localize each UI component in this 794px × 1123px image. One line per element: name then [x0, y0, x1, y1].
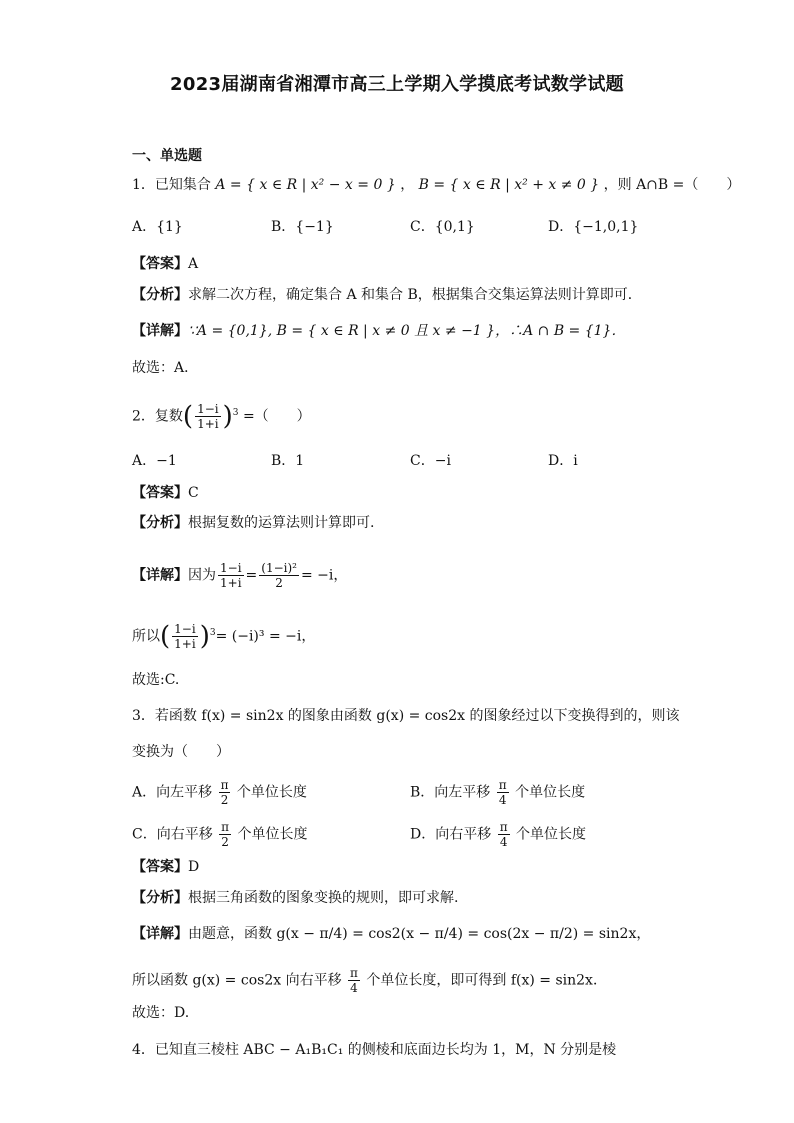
q4-stem: 4．已知直三棱柱 ABC − A₁B₁C₁ 的侧棱和底面边长均为 1，M，N 分别是棱 — [132, 1042, 617, 1058]
detail-text: ∵A = {0,1}, B = { x ∈ R | x ≠ 0 且 x ≠ −1 }，∴A ∩ B = {1}． — [188, 323, 626, 339]
q1-analysis — [132, 285, 642, 305]
document-title: 2023届湖南省湘潭市高三上学期入学摸底考试数学试题 — [170, 74, 624, 95]
denominator: 4 — [499, 835, 508, 849]
numerator: π — [498, 778, 507, 792]
option-fraction — [219, 778, 231, 807]
detail-prefix: 因为 — [188, 567, 216, 584]
analysis-text: 根据三角函数的图象变换的规则，即可求解. — [188, 890, 459, 906]
q3-option-d — [410, 820, 586, 849]
so-prefix: 所以 — [132, 628, 160, 645]
q3-choose: 故选：D. — [132, 1005, 190, 1021]
analysis-tag: 【分析】 — [132, 890, 188, 906]
detail-fraction-2 — [259, 561, 299, 590]
option-suffix: 个单位长度 — [515, 784, 586, 801]
answer-value: A — [188, 256, 199, 272]
answer-tag: 【答案】 — [132, 485, 188, 501]
detail-text: 由题意，函数 g(x − π/4) = cos2(x − π/4) = cos(2x − π/2) = sin2x， — [188, 926, 651, 942]
option-text: A．向左平移 — [132, 784, 213, 801]
so-exponent: 3 — [209, 627, 216, 638]
equals: = — [245, 567, 258, 584]
right-paren: ) — [199, 621, 210, 652]
option-suffix: 个单位长度 — [516, 826, 587, 843]
q2-denominator: 1+i — [197, 417, 219, 431]
option-suffix: 个单位长度 — [236, 784, 307, 801]
numerator: 1−i — [174, 622, 196, 636]
option-suffix: 个单位长度 — [237, 826, 308, 843]
answer-tag: 【答案】 — [132, 256, 188, 272]
q1-detail — [132, 321, 625, 341]
so-result: = (−i)³ = −i， — [215, 628, 316, 645]
q2-stem-suffix: =（ ） — [242, 408, 311, 425]
so-suffix: 个单位长度，即可得到 f(x) = sin2x． — [366, 972, 607, 989]
analysis-text: 求解二次方程，确定集合 A 和集合 B，根据集合交集运算法则计算即可． — [188, 287, 642, 303]
q1-option-a: A．{1} — [132, 219, 183, 235]
q3-so — [132, 966, 607, 995]
denominator: 1+i — [174, 637, 196, 651]
denominator: 1+i — [220, 576, 242, 590]
answer-value: C — [188, 485, 199, 501]
q2-option-d: D．i — [548, 453, 578, 469]
answer-value: D — [188, 859, 200, 875]
q3-option-a — [132, 778, 307, 807]
numerator: π — [499, 820, 508, 834]
option-text: C．向右平移 — [132, 826, 213, 843]
q1-choose: 故选：A． — [132, 360, 199, 376]
denominator: 2 — [275, 576, 283, 590]
q3-analysis — [132, 888, 458, 908]
q2-so — [132, 622, 315, 651]
numerator: π — [221, 820, 230, 834]
numerator: π — [350, 966, 358, 980]
q2-option-b: B．1 — [271, 453, 305, 469]
answer-tag: 【答案】 — [132, 859, 188, 875]
q3-option-b — [410, 778, 585, 807]
q2-analysis — [132, 513, 374, 533]
q2-numerator: 1−i — [197, 402, 219, 416]
analysis-tag: 【分析】 — [132, 287, 188, 303]
numerator: (1−i)² — [261, 561, 297, 575]
q2-stem — [132, 402, 311, 431]
q2-option-a: A．−1 — [132, 453, 177, 469]
detail-tag: 【详解】 — [132, 926, 188, 942]
detail-fraction-1 — [218, 561, 244, 590]
option-fraction — [497, 778, 509, 807]
q2-detail — [132, 561, 347, 590]
q1-option-b: B．{−1} — [271, 219, 334, 235]
analysis-text: 根据复数的运算法则计算即可. — [188, 515, 375, 531]
q3-answer — [132, 857, 199, 877]
q1-option-c: C．{0,1} — [410, 219, 475, 235]
denominator: 4 — [498, 793, 507, 807]
q3-detail — [132, 924, 650, 944]
detail-tag: 【详解】 — [132, 323, 188, 339]
numerator: π — [220, 778, 229, 792]
q3-stem-line-2: 变换为（ ） — [132, 744, 230, 760]
detail-tag: 【详解】 — [132, 567, 188, 584]
q1-answer — [132, 254, 198, 274]
section-heading: 一、单选题 — [132, 148, 202, 164]
option-fraction — [498, 820, 510, 849]
q1-stem — [132, 175, 740, 195]
q2-exponent: 3 — [232, 407, 239, 418]
so-prefix: 所以函数 g(x) = cos2x 向右平移 — [132, 972, 342, 989]
q2-answer — [132, 483, 199, 503]
q2-option-c: C．−i — [410, 453, 451, 469]
left-paren: ( — [182, 401, 194, 432]
q3-stem-line-1: 3．若函数 f(x) = sin2x 的图象由函数 g(x) = cos2x 的图象经过以下变换得到的，则该 — [132, 708, 680, 724]
option-text: B．向左平移 — [410, 784, 491, 801]
q2-stem-prefix: 2．复数 — [132, 408, 183, 425]
q2-fraction — [195, 402, 221, 431]
q1-stem-prefix: 1．已知集合 — [132, 177, 211, 193]
so-fraction — [172, 622, 198, 651]
q1-option-d: D．{−1,0,1} — [548, 219, 639, 235]
right-paren: ) — [222, 401, 233, 432]
denominator: 2 — [221, 835, 229, 849]
so-fraction — [348, 966, 360, 995]
denominator: 2 — [220, 793, 229, 807]
left-paren: ( — [160, 621, 171, 652]
detail-result: = −i， — [300, 567, 348, 584]
q1-set-a: A = { x ∈ R | x² − x = 0 } — [215, 177, 396, 193]
option-text: D．向右平移 — [410, 826, 492, 843]
q3-option-c — [132, 820, 308, 849]
q1-separator: ， — [400, 177, 415, 193]
q2-choose: 故选:C. — [132, 672, 180, 688]
q1-stem-suffix: ，则 A∩B =（ ） — [603, 177, 741, 193]
option-fraction — [219, 820, 231, 849]
q1-set-b: B = { x ∈ R | x² + x ≠ 0 } — [418, 177, 600, 193]
denominator: 4 — [350, 981, 358, 995]
numerator: 1−i — [220, 561, 242, 575]
analysis-tag: 【分析】 — [132, 515, 188, 531]
